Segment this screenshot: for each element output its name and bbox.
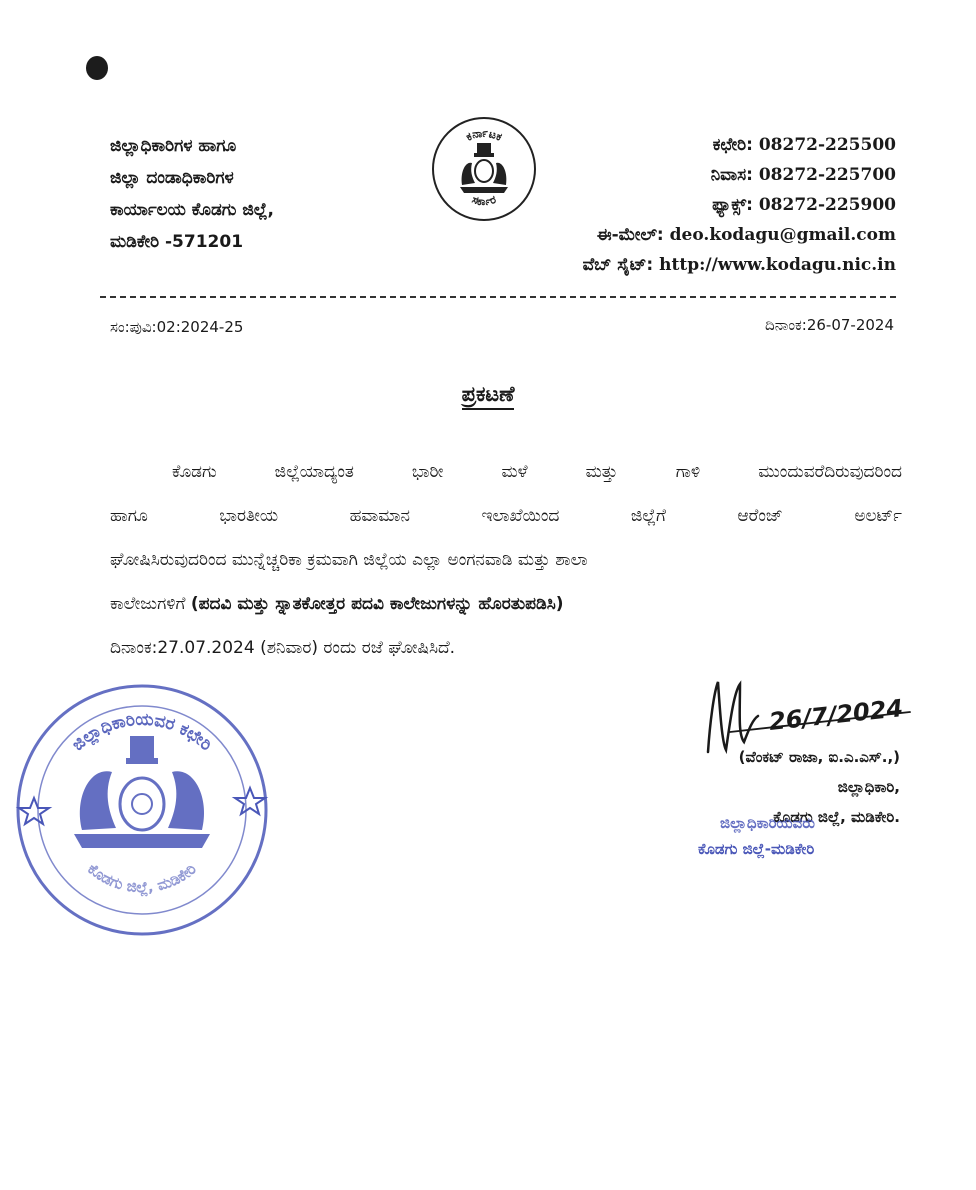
punch-hole-mark — [86, 56, 108, 80]
email-address: deo.kodagu@gmail.com — [669, 225, 896, 245]
fax-number: 08272-225900 — [758, 195, 896, 215]
designation-stamp — [692, 810, 815, 862]
signatory-location: ಕೊಡಗು ಜಿಲ್ಲೆ, ಮಡಿಕೇರಿ. — [773, 808, 900, 826]
svg-text:ಕೊಡಗು ಜಿಲ್ಲೆ, ಮಡಿಕೇರಿ: ಕೊಡಗು ಜಿಲ್ಲೆ, ಮಡಿಕೇರಿ — [84, 859, 200, 897]
body-line: ಘೋಷಿಸಿರುವುದರಿಂದ ಮುನ್ನೆಚ್ಚರಿಕಾ ಕ್ರಮವಾಗಿ ಜಿಲ್ಲೆಯ ಎಲ್ಲಾ ಅಂಗನವಾಡಿ ಮತ್ತು ಶಾಲಾ — [110, 550, 588, 570]
svg-text:ಜಿಲ್ಲಾಧಿಕಾರಿಯವರ ಕಛೇರಿ: ಜಿಲ್ಲಾಧಿಕಾರಿಯವರ ಕಛೇರಿ — [68, 709, 216, 756]
residence-phone: 08272-225700 — [758, 165, 896, 185]
office-line: ಮಡಿಕೇರಿ -571201 — [110, 232, 244, 252]
body-text-normal: ಕಾಲೇಜುಗಳಿಗೆ — [110, 594, 186, 614]
district-office-seal-icon — [12, 680, 272, 940]
header-divider — [100, 296, 896, 298]
office-line: ಜಿಲ್ಲಾ ದಂಡಾಧಿಕಾರಿಗಳ — [110, 168, 234, 188]
contact-label: ಈ-ಮೇಲ್: — [596, 225, 664, 245]
office-phone: 08272-225500 — [758, 135, 896, 155]
contact-row-residence — [583, 160, 896, 190]
svg-text:ಕರ್ನಾಟಕ: ಕರ್ನಾಟಕ — [464, 126, 504, 144]
body-line: ಹಾಗೂ ಭಾರತೀಯ ಹವಾಮಾನ ಇಲಾಖೆಯಿಂದ ಜಿಲ್ಲೆಗೆ ಆರೆಂಜ್ ಅಲರ್ಟ್ — [110, 506, 902, 526]
body-line — [110, 582, 902, 626]
notice-title — [0, 382, 976, 407]
svg-text:ಸರ್ಕಾರ: ಸರ್ಕಾರ — [470, 192, 498, 209]
issue-date: ದಿನಾಂಕ:26-07-2024 — [765, 316, 894, 334]
body-text-bold: (ಪದವಿ ಮತ್ತು ಸ್ನಾತಕೋತ್ತರ ಪದವಿ ಕಾಲೇಜುಗಳನ್ನು ಹೊರತುಪಡಿಸಿ) — [190, 594, 564, 614]
contact-row-office — [583, 130, 896, 160]
contact-label: ನಿವಾಸ: — [710, 165, 753, 185]
website-url: http://www.kodagu.nic.in — [659, 255, 896, 275]
contact-row-email — [583, 220, 896, 250]
contact-row-fax — [583, 190, 896, 220]
signatory-designation: ಜಿಲ್ಲಾಧಿಕಾರಿ, — [837, 778, 900, 796]
contact-label: ಫ್ಯಾಕ್ಸ್: — [712, 195, 753, 215]
office-address — [110, 130, 410, 258]
office-line: ಕಾರ್ಯಾಲಯ ಕೊಡಗು ಜಿಲ್ಲೆ, — [110, 200, 274, 220]
body-line: ಕೊಡಗು ಜಿಲ್ಲೆಯಾದ್ಯಂತ ಭಾರೀ ಮಳೆ ಮತ್ತು ಗಾಳಿ ಮುಂದುವರೆದಿರುವುದರಿಂದ — [172, 462, 902, 482]
svg-text:26/7/2024: 26/7/2024 — [767, 694, 905, 736]
contact-label: ಕಛೇರಿ: — [712, 135, 753, 155]
stamp-line: ಕೊಡಗು ಜಿಲ್ಲೆ-ಮಡಿಕೇರಿ — [698, 840, 815, 858]
stamp-line: ಜಿಲ್ಲಾಧಿಕಾರಿಯವರು — [720, 814, 815, 832]
body-line: ದಿನಾಂಕ:27.07.2024 (ಶನಿವಾರ) ರಂದು ರಜೆ ಘೋಷಿಸಿದೆ. — [110, 638, 456, 658]
karnataka-emblem-icon — [430, 115, 538, 223]
office-line: ಜಿಲ್ಲಾಧಿಕಾರಿಗಳ ಹಾಗೂ — [110, 136, 237, 156]
contact-label: ವೆಬ್ ಸೈಟ್: — [582, 255, 654, 275]
signatory-name: (ವೆಂಕಟ್ ರಾಜಾ, ಐ.ಎ.ಎಸ್.,) — [738, 748, 900, 766]
contact-row-website — [583, 250, 896, 280]
reference-number: ಸಂ:ಪುವಿ:02:2024-25 — [110, 318, 244, 336]
contact-details — [583, 130, 896, 280]
notice-title-text: ಪ್ರಕಟಣೆ — [462, 382, 515, 410]
notice-body — [110, 450, 902, 670]
